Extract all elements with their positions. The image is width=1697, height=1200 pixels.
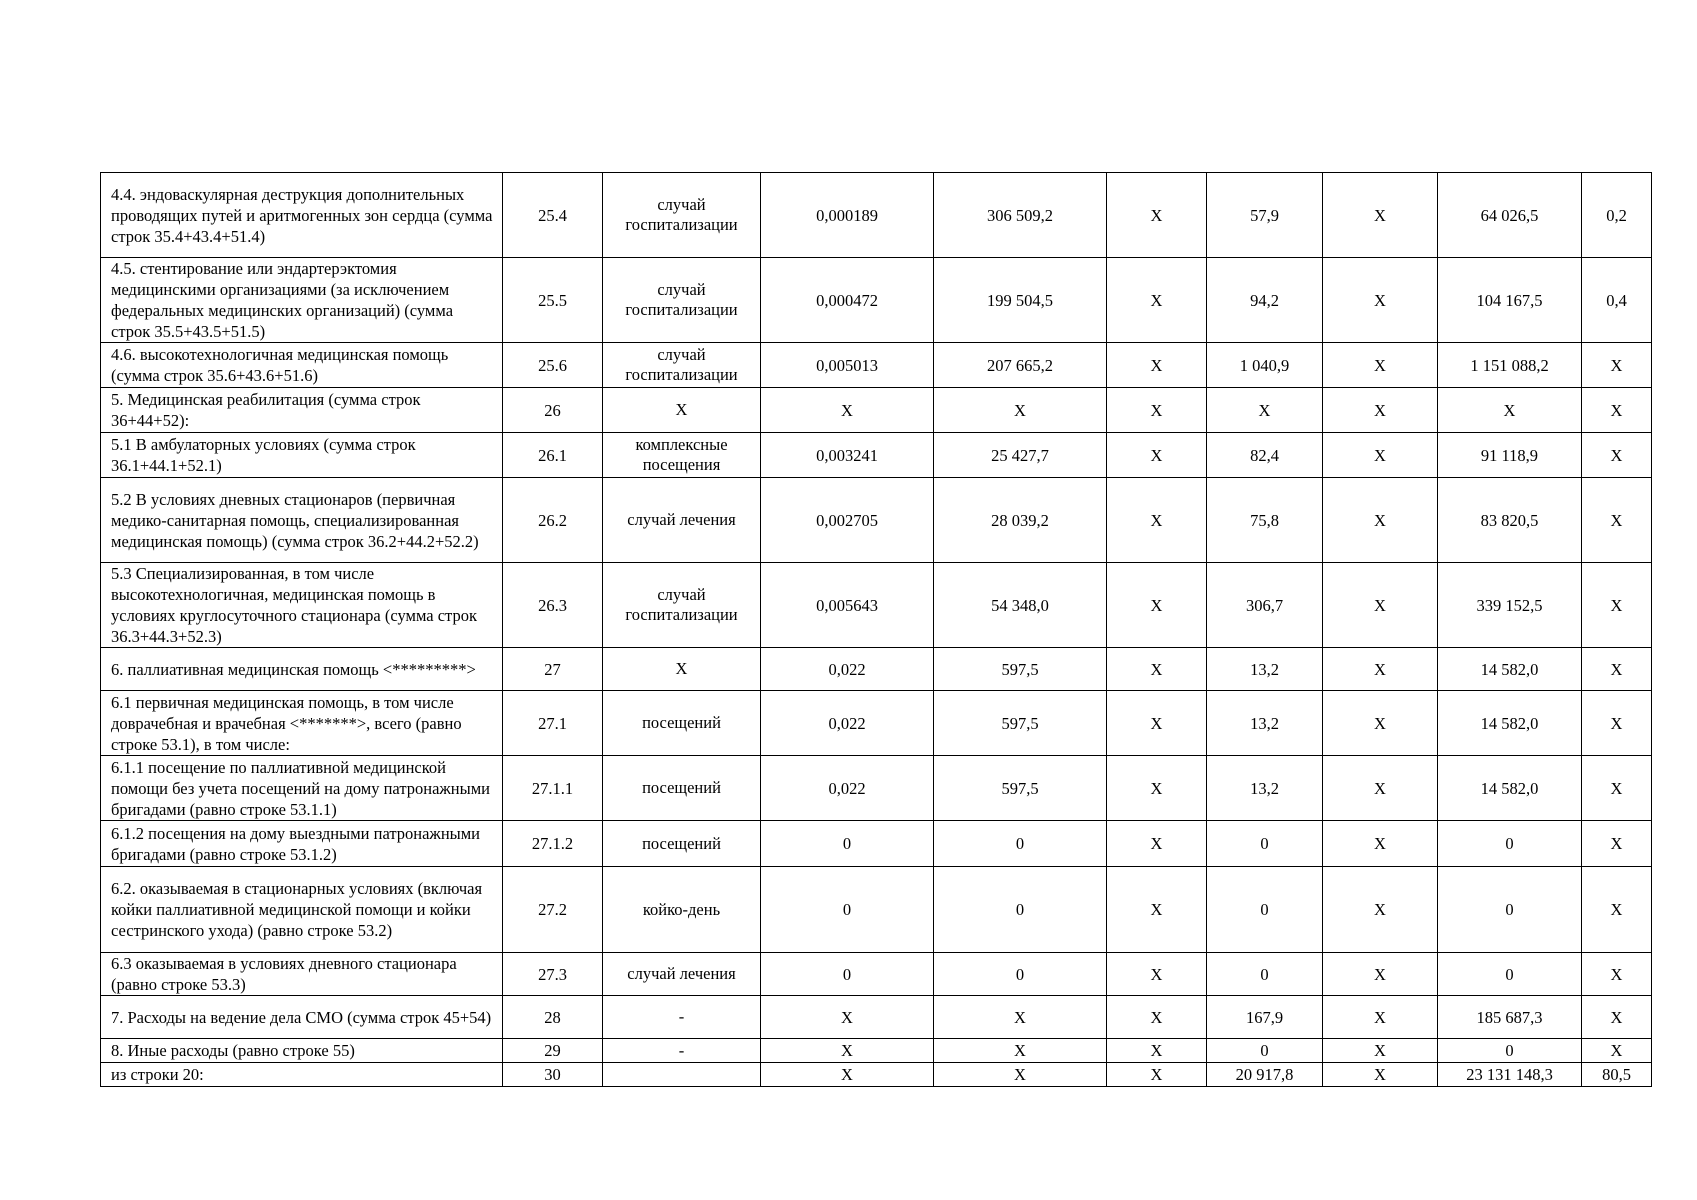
value-cell: 1 151 088,2 — [1438, 343, 1582, 388]
value-cell: X — [1582, 867, 1652, 953]
value-cell: X — [1323, 1063, 1438, 1087]
value-cell: X — [1438, 388, 1582, 433]
value-cell: X — [1107, 343, 1207, 388]
value-cell: X — [1323, 343, 1438, 388]
value-cell: 0,022 — [761, 756, 934, 821]
value-cell: X — [1582, 821, 1652, 867]
value-cell: 82,4 — [1207, 433, 1323, 478]
value-cell: X — [1582, 433, 1652, 478]
value-cell: X — [1107, 953, 1207, 996]
value-cell: 94,2 — [1207, 258, 1323, 343]
table-row — [101, 953, 1652, 996]
value-cell: 64 026,5 — [1438, 173, 1582, 258]
row-name-cell: 6.1 первичная медицинская помощь, в том числе доврачебная и врачебная <*******>, всего (равно строке 53.1), в том числе: — [101, 691, 503, 756]
row-name-cell: 4.4. эндоваскулярная деструкция дополнительных проводящих путей и аритмогенных зон сердца (сумма строк 35.4+43.4+51.4) — [101, 173, 503, 258]
value-cell: X — [1582, 953, 1652, 996]
value-cell: 597,5 — [934, 691, 1107, 756]
row-name-cell: 6.2. оказываемая в стационарных условиях (включая койки паллиативной медицинской помощи и койки сестринского ухода) (равно строке 53.2) — [101, 867, 503, 953]
value-cell: X — [1582, 756, 1652, 821]
row-name-cell: 6. паллиативная медицинская помощь <*********> — [101, 648, 503, 691]
row-number-cell: 27.1.2 — [503, 821, 603, 867]
row-number-cell: 27.1.1 — [503, 756, 603, 821]
value-cell: X — [761, 996, 934, 1039]
value-cell: 20 917,8 — [1207, 1063, 1323, 1087]
table-row — [101, 821, 1652, 867]
table-body — [101, 173, 1652, 1087]
table-row — [101, 478, 1652, 563]
row-name-cell: из строки 20: — [101, 1063, 503, 1087]
unit-cell: случай лечения — [603, 478, 761, 563]
table-row — [101, 1063, 1652, 1087]
unit-cell — [603, 1063, 761, 1087]
table-row — [101, 648, 1652, 691]
unit-cell: случай лечения — [603, 953, 761, 996]
value-cell: 0,005013 — [761, 343, 934, 388]
value-cell: 0,022 — [761, 648, 934, 691]
value-cell: X — [1107, 1063, 1207, 1087]
value-cell: X — [1107, 996, 1207, 1039]
unit-cell: койко-день — [603, 867, 761, 953]
table-row — [101, 996, 1652, 1039]
value-cell: 0 — [934, 867, 1107, 953]
table-row — [101, 1039, 1652, 1063]
value-cell: X — [1582, 1039, 1652, 1063]
unit-cell: посещений — [603, 691, 761, 756]
unit-cell: посещений — [603, 821, 761, 867]
value-cell: 91 118,9 — [1438, 433, 1582, 478]
value-cell: 0,000189 — [761, 173, 934, 258]
table-row — [101, 343, 1652, 388]
table-row — [101, 433, 1652, 478]
value-cell: X — [934, 1063, 1107, 1087]
value-cell: 0 — [1207, 821, 1323, 867]
value-cell: X — [1323, 648, 1438, 691]
value-cell: X — [1107, 1039, 1207, 1063]
row-name-cell: 4.5. стентирование или эндартерэктомия медицинскими организациями (за исключением федеральных медицинских организаций) (сумма строк 35.5+43.5+51.5) — [101, 258, 503, 343]
row-name-cell: 5.1 В амбулаторных условиях (сумма строк 36.1+44.1+52.1) — [101, 433, 503, 478]
value-cell: X — [1582, 996, 1652, 1039]
value-cell: 0 — [934, 821, 1107, 867]
unit-cell: случай госпитализации — [603, 343, 761, 388]
value-cell: X — [1107, 867, 1207, 953]
value-cell: 339 152,5 — [1438, 563, 1582, 648]
unit-cell: случай госпитализации — [603, 173, 761, 258]
unit-cell: посещений — [603, 756, 761, 821]
row-number-cell: 27.1 — [503, 691, 603, 756]
value-cell: 75,8 — [1207, 478, 1323, 563]
value-cell: 13,2 — [1207, 648, 1323, 691]
value-cell: 0,022 — [761, 691, 934, 756]
value-cell: X — [1582, 388, 1652, 433]
table-row — [101, 867, 1652, 953]
value-cell: 0 — [934, 953, 1107, 996]
value-cell: X — [1582, 563, 1652, 648]
row-number-cell: 25.6 — [503, 343, 603, 388]
row-number-cell: 28 — [503, 996, 603, 1039]
value-cell: 0,003241 — [761, 433, 934, 478]
value-cell: 23 131 148,3 — [1438, 1063, 1582, 1087]
value-cell: 207 665,2 — [934, 343, 1107, 388]
value-cell: 104 167,5 — [1438, 258, 1582, 343]
row-number-cell: 26 — [503, 388, 603, 433]
value-cell: X — [1323, 867, 1438, 953]
value-cell: X — [1323, 433, 1438, 478]
table-row — [101, 756, 1652, 821]
value-cell: 0 — [1438, 1039, 1582, 1063]
value-cell: 14 582,0 — [1438, 756, 1582, 821]
row-number-cell: 26.1 — [503, 433, 603, 478]
value-cell: X — [1323, 173, 1438, 258]
value-cell: 1 040,9 — [1207, 343, 1323, 388]
row-name-cell: 7. Расходы на ведение дела СМО (сумма строк 45+54) — [101, 996, 503, 1039]
value-cell: X — [1323, 258, 1438, 343]
row-number-cell: 26.2 — [503, 478, 603, 563]
value-cell: 14 582,0 — [1438, 648, 1582, 691]
value-cell: 13,2 — [1207, 691, 1323, 756]
value-cell: 14 582,0 — [1438, 691, 1582, 756]
value-cell: X — [761, 388, 934, 433]
unit-cell: случай госпитализации — [603, 258, 761, 343]
value-cell: 0,005643 — [761, 563, 934, 648]
value-cell: X — [1582, 343, 1652, 388]
value-cell: 0,4 — [1582, 258, 1652, 343]
value-cell: X — [1323, 478, 1438, 563]
value-cell: X — [1323, 756, 1438, 821]
value-cell: X — [1323, 1039, 1438, 1063]
value-cell: 80,5 — [1582, 1063, 1652, 1087]
value-cell: 0 — [1207, 867, 1323, 953]
value-cell: X — [1323, 996, 1438, 1039]
row-number-cell: 29 — [503, 1039, 603, 1063]
value-cell: X — [1323, 388, 1438, 433]
table-row — [101, 563, 1652, 648]
row-name-cell: 5.3 Специализированная, в том числе высокотехнологичная, медицинская помощь в условиях круглосуточного стационара (сумма строк 36.3+44.3+52.3) — [101, 563, 503, 648]
row-number-cell: 27 — [503, 648, 603, 691]
value-cell: 306 509,2 — [934, 173, 1107, 258]
value-cell: 28 039,2 — [934, 478, 1107, 563]
value-cell: X — [934, 1039, 1107, 1063]
value-cell: X — [1107, 821, 1207, 867]
value-cell: X — [761, 1063, 934, 1087]
value-cell: X — [1107, 691, 1207, 756]
unit-cell: X — [603, 388, 761, 433]
value-cell: X — [1323, 563, 1438, 648]
row-number-cell: 26.3 — [503, 563, 603, 648]
value-cell: 13,2 — [1207, 756, 1323, 821]
row-number-cell: 27.3 — [503, 953, 603, 996]
value-cell: 597,5 — [934, 756, 1107, 821]
value-cell: 54 348,0 — [934, 563, 1107, 648]
value-cell: X — [1107, 388, 1207, 433]
table-row — [101, 173, 1652, 258]
value-cell: 185 687,3 — [1438, 996, 1582, 1039]
value-cell: X — [1107, 756, 1207, 821]
value-cell: X — [1323, 953, 1438, 996]
row-name-cell: 6.3 оказываемая в условиях дневного стационара (равно строке 53.3) — [101, 953, 503, 996]
value-cell: X — [1107, 478, 1207, 563]
value-cell: 306,7 — [1207, 563, 1323, 648]
unit-cell: - — [603, 996, 761, 1039]
value-cell: X — [1207, 388, 1323, 433]
financial-indicators-table — [100, 172, 1652, 1087]
value-cell: 25 427,7 — [934, 433, 1107, 478]
value-cell: X — [761, 1039, 934, 1063]
row-number-cell: 30 — [503, 1063, 603, 1087]
value-cell: X — [1323, 821, 1438, 867]
table-row — [101, 691, 1652, 756]
unit-cell: - — [603, 1039, 761, 1063]
row-name-cell: 5. Медицинская реабилитация (сумма строк 36+44+52): — [101, 388, 503, 433]
value-cell: 57,9 — [1207, 173, 1323, 258]
value-cell: 0,2 — [1582, 173, 1652, 258]
value-cell: X — [1582, 648, 1652, 691]
value-cell: 0 — [1438, 953, 1582, 996]
row-name-cell: 8. Иные расходы (равно строке 55) — [101, 1039, 503, 1063]
value-cell: X — [1107, 258, 1207, 343]
row-number-cell: 27.2 — [503, 867, 603, 953]
value-cell: 0 — [1207, 953, 1323, 996]
value-cell: 167,9 — [1207, 996, 1323, 1039]
value-cell: 83 820,5 — [1438, 478, 1582, 563]
value-cell: 597,5 — [934, 648, 1107, 691]
value-cell: 0,000472 — [761, 258, 934, 343]
value-cell: X — [1323, 691, 1438, 756]
value-cell: 0 — [761, 867, 934, 953]
row-name-cell: 5.2 В условиях дневных стационаров (первичная медико-санитарная помощь, специализированная медицинская помощь) (сумма строк 36.2+44.2+52.2) — [101, 478, 503, 563]
row-name-cell: 6.1.1 посещение по паллиативной медицинской помощи без учета посещений на дому патронажными бригадами (равно строке 53.1.1) — [101, 756, 503, 821]
value-cell: X — [1107, 563, 1207, 648]
row-number-cell: 25.4 — [503, 173, 603, 258]
row-number-cell: 25.5 — [503, 258, 603, 343]
value-cell: X — [1107, 173, 1207, 258]
value-cell: 0 — [761, 821, 934, 867]
value-cell: 0,002705 — [761, 478, 934, 563]
row-name-cell: 6.1.2 посещения на дому выездными патронажными бригадами (равно строке 53.1.2) — [101, 821, 503, 867]
unit-cell: комплексные посещения — [603, 433, 761, 478]
value-cell: X — [1582, 478, 1652, 563]
value-cell: 0 — [761, 953, 934, 996]
unit-cell: случай госпитализации — [603, 563, 761, 648]
value-cell: X — [934, 996, 1107, 1039]
row-name-cell: 4.6. высокотехнологичная медицинская помощь (сумма строк 35.6+43.6+51.6) — [101, 343, 503, 388]
value-cell: X — [1107, 648, 1207, 691]
value-cell: X — [934, 388, 1107, 433]
value-cell: X — [1107, 433, 1207, 478]
value-cell: 0 — [1438, 867, 1582, 953]
value-cell: 199 504,5 — [934, 258, 1107, 343]
unit-cell: X — [603, 648, 761, 691]
value-cell: 0 — [1207, 1039, 1323, 1063]
table-row — [101, 388, 1652, 433]
value-cell: 0 — [1438, 821, 1582, 867]
value-cell: X — [1582, 691, 1652, 756]
table-row — [101, 258, 1652, 343]
